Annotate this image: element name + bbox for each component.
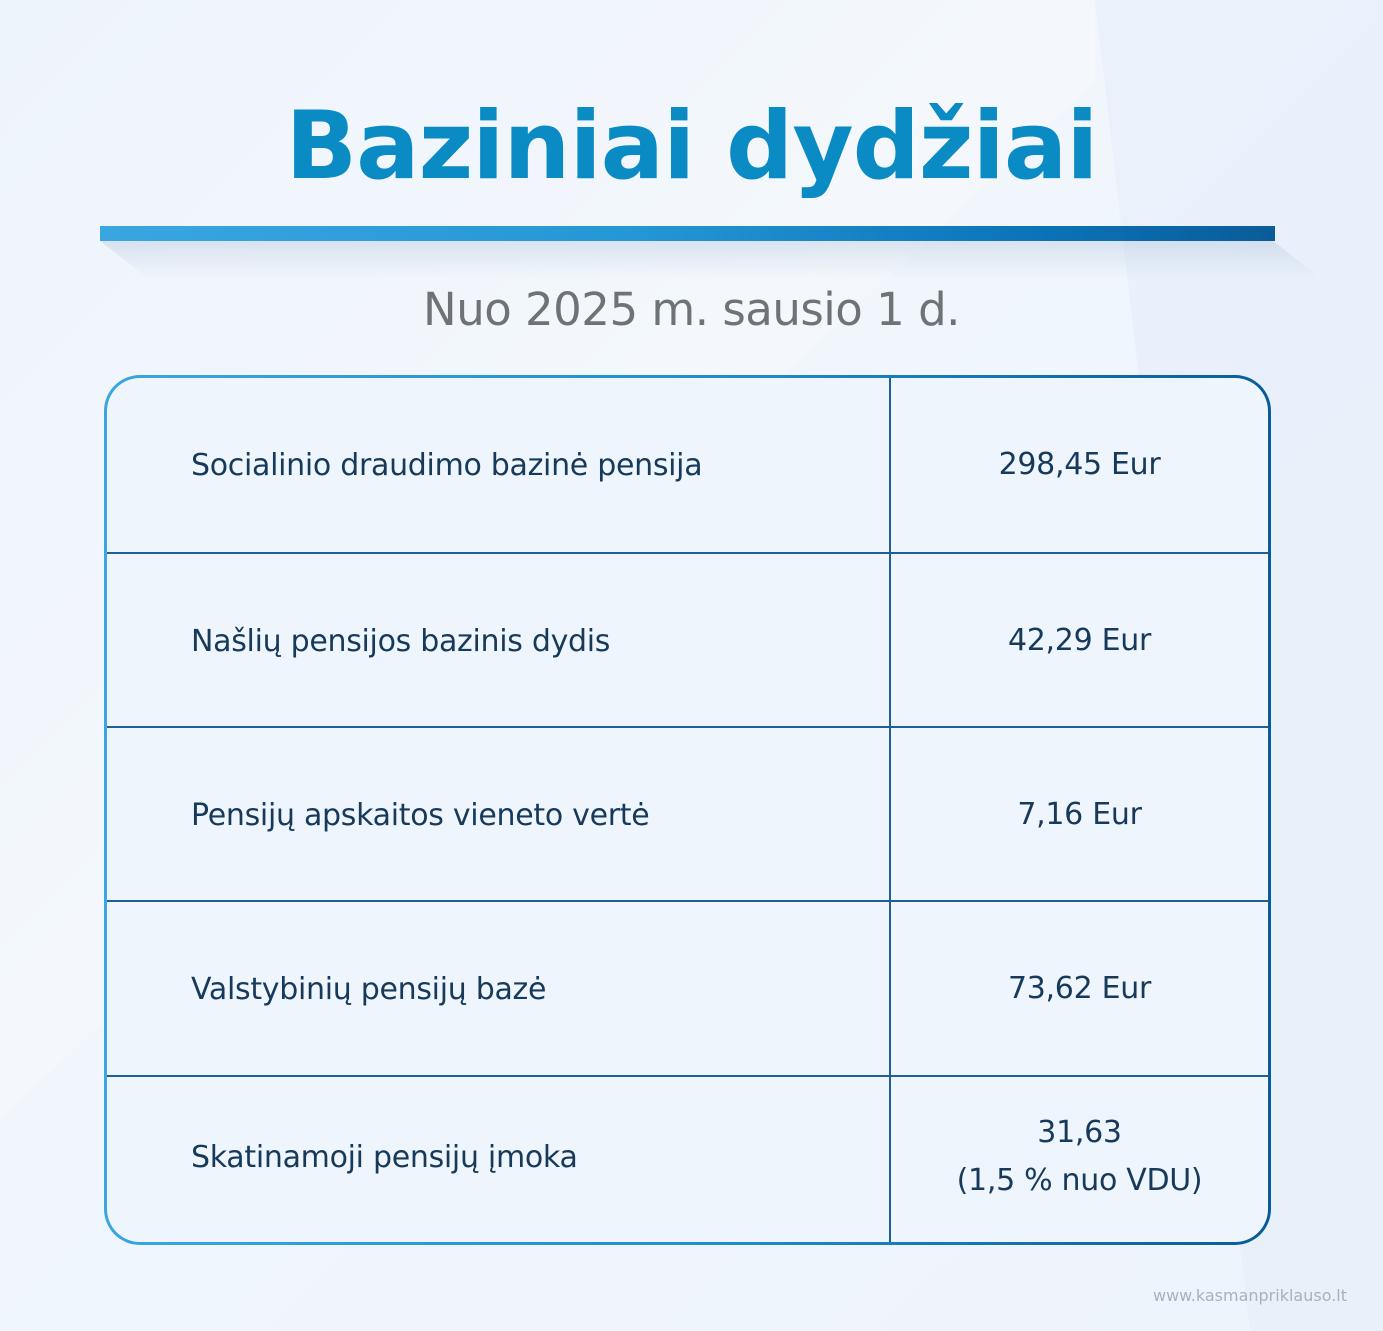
row-value <box>891 1070 1268 1242</box>
row-label: Pensijų apskaitos vieneto vertė <box>191 797 650 833</box>
page-title: Baziniai dydžiai <box>285 92 1098 201</box>
row-label: Našlių pensijos bazinis dydis <box>191 623 611 659</box>
table-row <box>107 902 1268 1076</box>
table-row <box>107 1070 1268 1242</box>
title-underline <box>100 226 1275 241</box>
table-row <box>107 378 1268 552</box>
website-link[interactable]: www.kasmanpriklauso.lt <box>1152 1286 1347 1305</box>
row-value-text: 298,45 Eur <box>998 447 1161 482</box>
row-value <box>891 728 1268 902</box>
row-value <box>891 378 1268 552</box>
row-value-text: 7,16 Eur <box>1017 797 1142 832</box>
row-value-text: 73,62 Eur <box>1007 971 1152 1006</box>
page-subtitle: Nuo 2025 m. sausio 1 d. <box>423 283 960 336</box>
row-value-text: 31,63 <box>1037 1115 1122 1150</box>
row-label: Skatinamoji pensijų įmoka <box>191 1139 578 1175</box>
row-label: Valstybinių pensijų bazė <box>191 971 547 1007</box>
row-label: Socialinio draudimo bazinė pensija <box>191 447 703 483</box>
row-value <box>891 554 1268 728</box>
title-underline-shadow <box>100 241 1322 279</box>
row-value-text: 42,29 Eur <box>1007 623 1152 658</box>
values-table-body <box>107 378 1268 1242</box>
values-table <box>104 375 1271 1245</box>
row-value-note: (1,5 % nuo VDU) <box>956 1163 1203 1198</box>
row-value <box>891 902 1268 1076</box>
table-row <box>107 554 1268 728</box>
table-row <box>107 728 1268 902</box>
